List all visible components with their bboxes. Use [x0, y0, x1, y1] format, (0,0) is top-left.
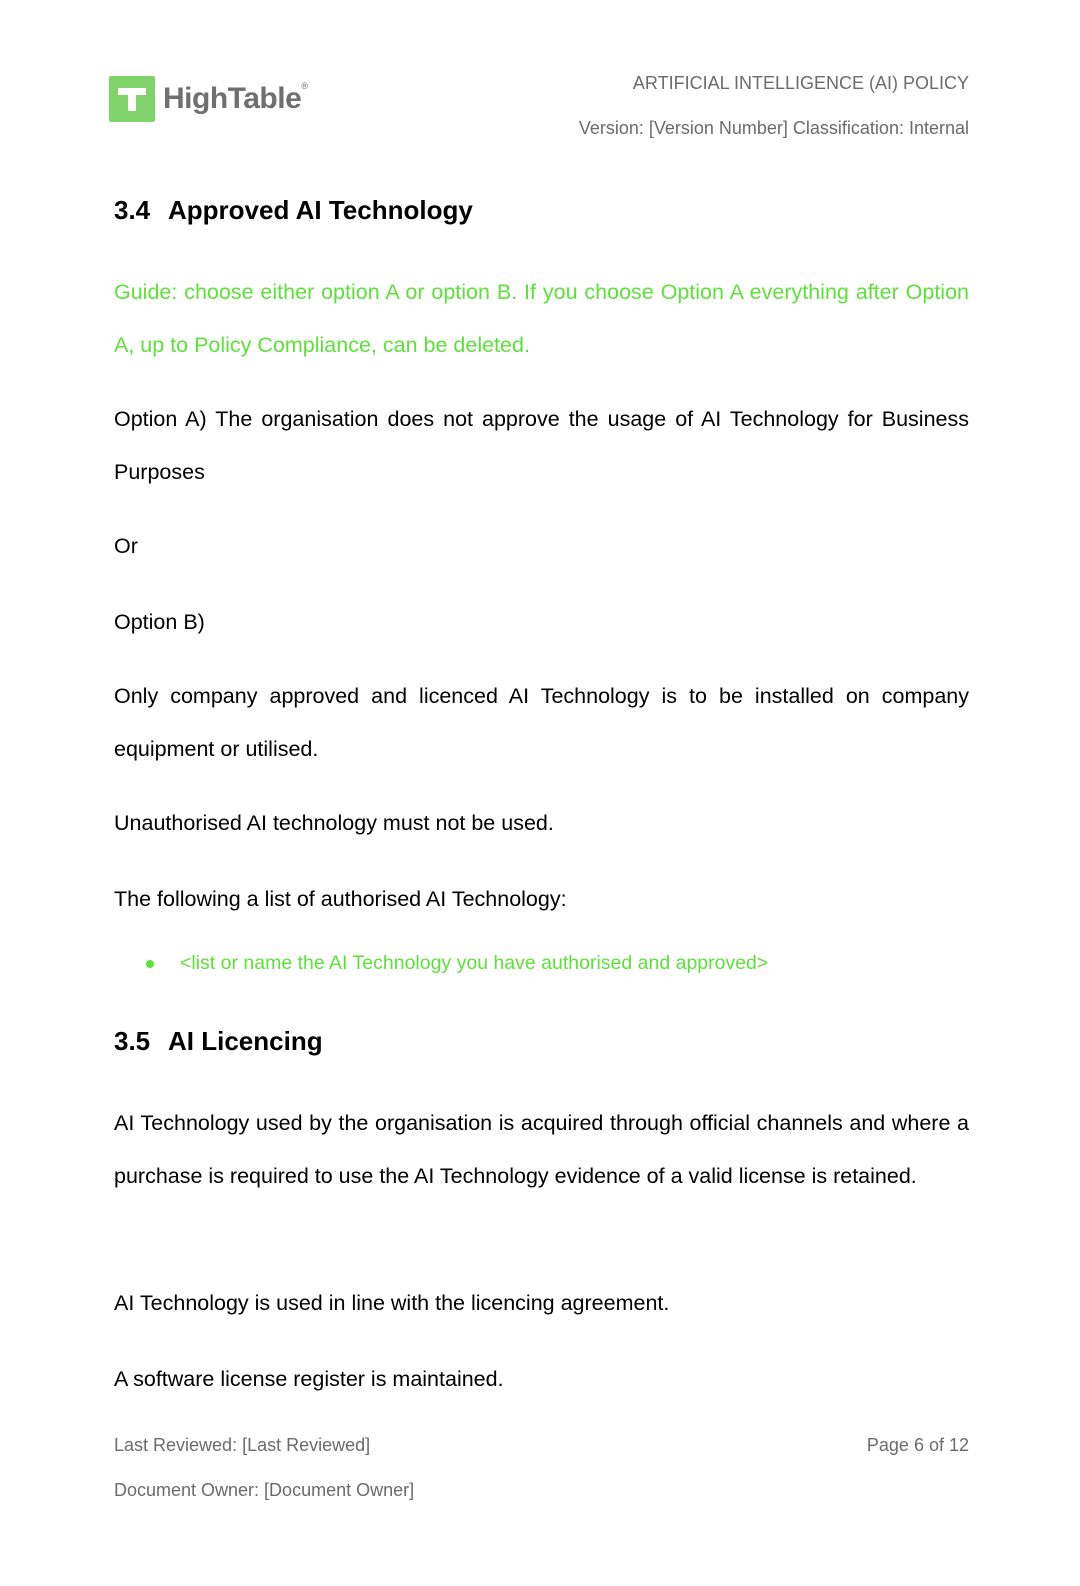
last-reviewed: Last Reviewed: [Last Reviewed]: [114, 1435, 371, 1455]
document-title: ARTIFICIAL INTELLIGENCE (AI) POLICY: [632, 73, 969, 93]
unauthorised-paragraph: Unauthorised AI technology must not be used.: [114, 811, 554, 835]
option-a-paragraph: Option A) The organisation does not approve the usage of AI Technology for Business Purposes: [114, 407, 969, 484]
document-owner: Document Owner: [Document Owner]: [114, 1480, 415, 1500]
section-number: 3.4: [114, 195, 151, 225]
hightable-logo-icon: [109, 76, 155, 122]
brand-name: HighTable®: [163, 81, 308, 115]
bullet-icon: [146, 960, 154, 968]
brand-logo: [109, 76, 307, 122]
list-item-text: <list or name the AI Technology you have authorised and approved>: [180, 952, 769, 974]
page-number: Page 6 of 12: [866, 1435, 969, 1455]
licencing-paragraph-3: A software license register is maintained.: [114, 1367, 504, 1391]
section-heading-3-4: [114, 195, 473, 226]
licencing-paragraph-2: AI Technology is used in line with the licencing agreement.: [114, 1291, 670, 1315]
section-heading-3-5: [114, 1026, 323, 1057]
section-title: Approved AI Technology: [168, 195, 473, 225]
list-intro: The following a list of authorised AI Technology:: [114, 887, 567, 911]
approved-technology-paragraph: Only company approved and licenced AI Technology is to be installed on company equipment or utilised.: [114, 684, 969, 761]
section-title: AI Licencing: [168, 1026, 323, 1056]
licencing-paragraph-1: AI Technology used by the organisation is acquired through official channels and where a purchase is required to use the AI Technology evidence of a valid license is retained.: [114, 1111, 969, 1188]
or-text: Or: [114, 534, 138, 558]
option-b-label: Option B): [114, 610, 205, 634]
section-number: 3.5: [114, 1026, 151, 1056]
guide-note: Guide: choose either option A or option B. If you choose Option A everything after Option A, up to Policy Compliance, can be deleted.: [114, 280, 969, 357]
list-item: [146, 952, 768, 975]
version-classification: Version: [Version Number] Classification: Internal: [578, 118, 969, 138]
